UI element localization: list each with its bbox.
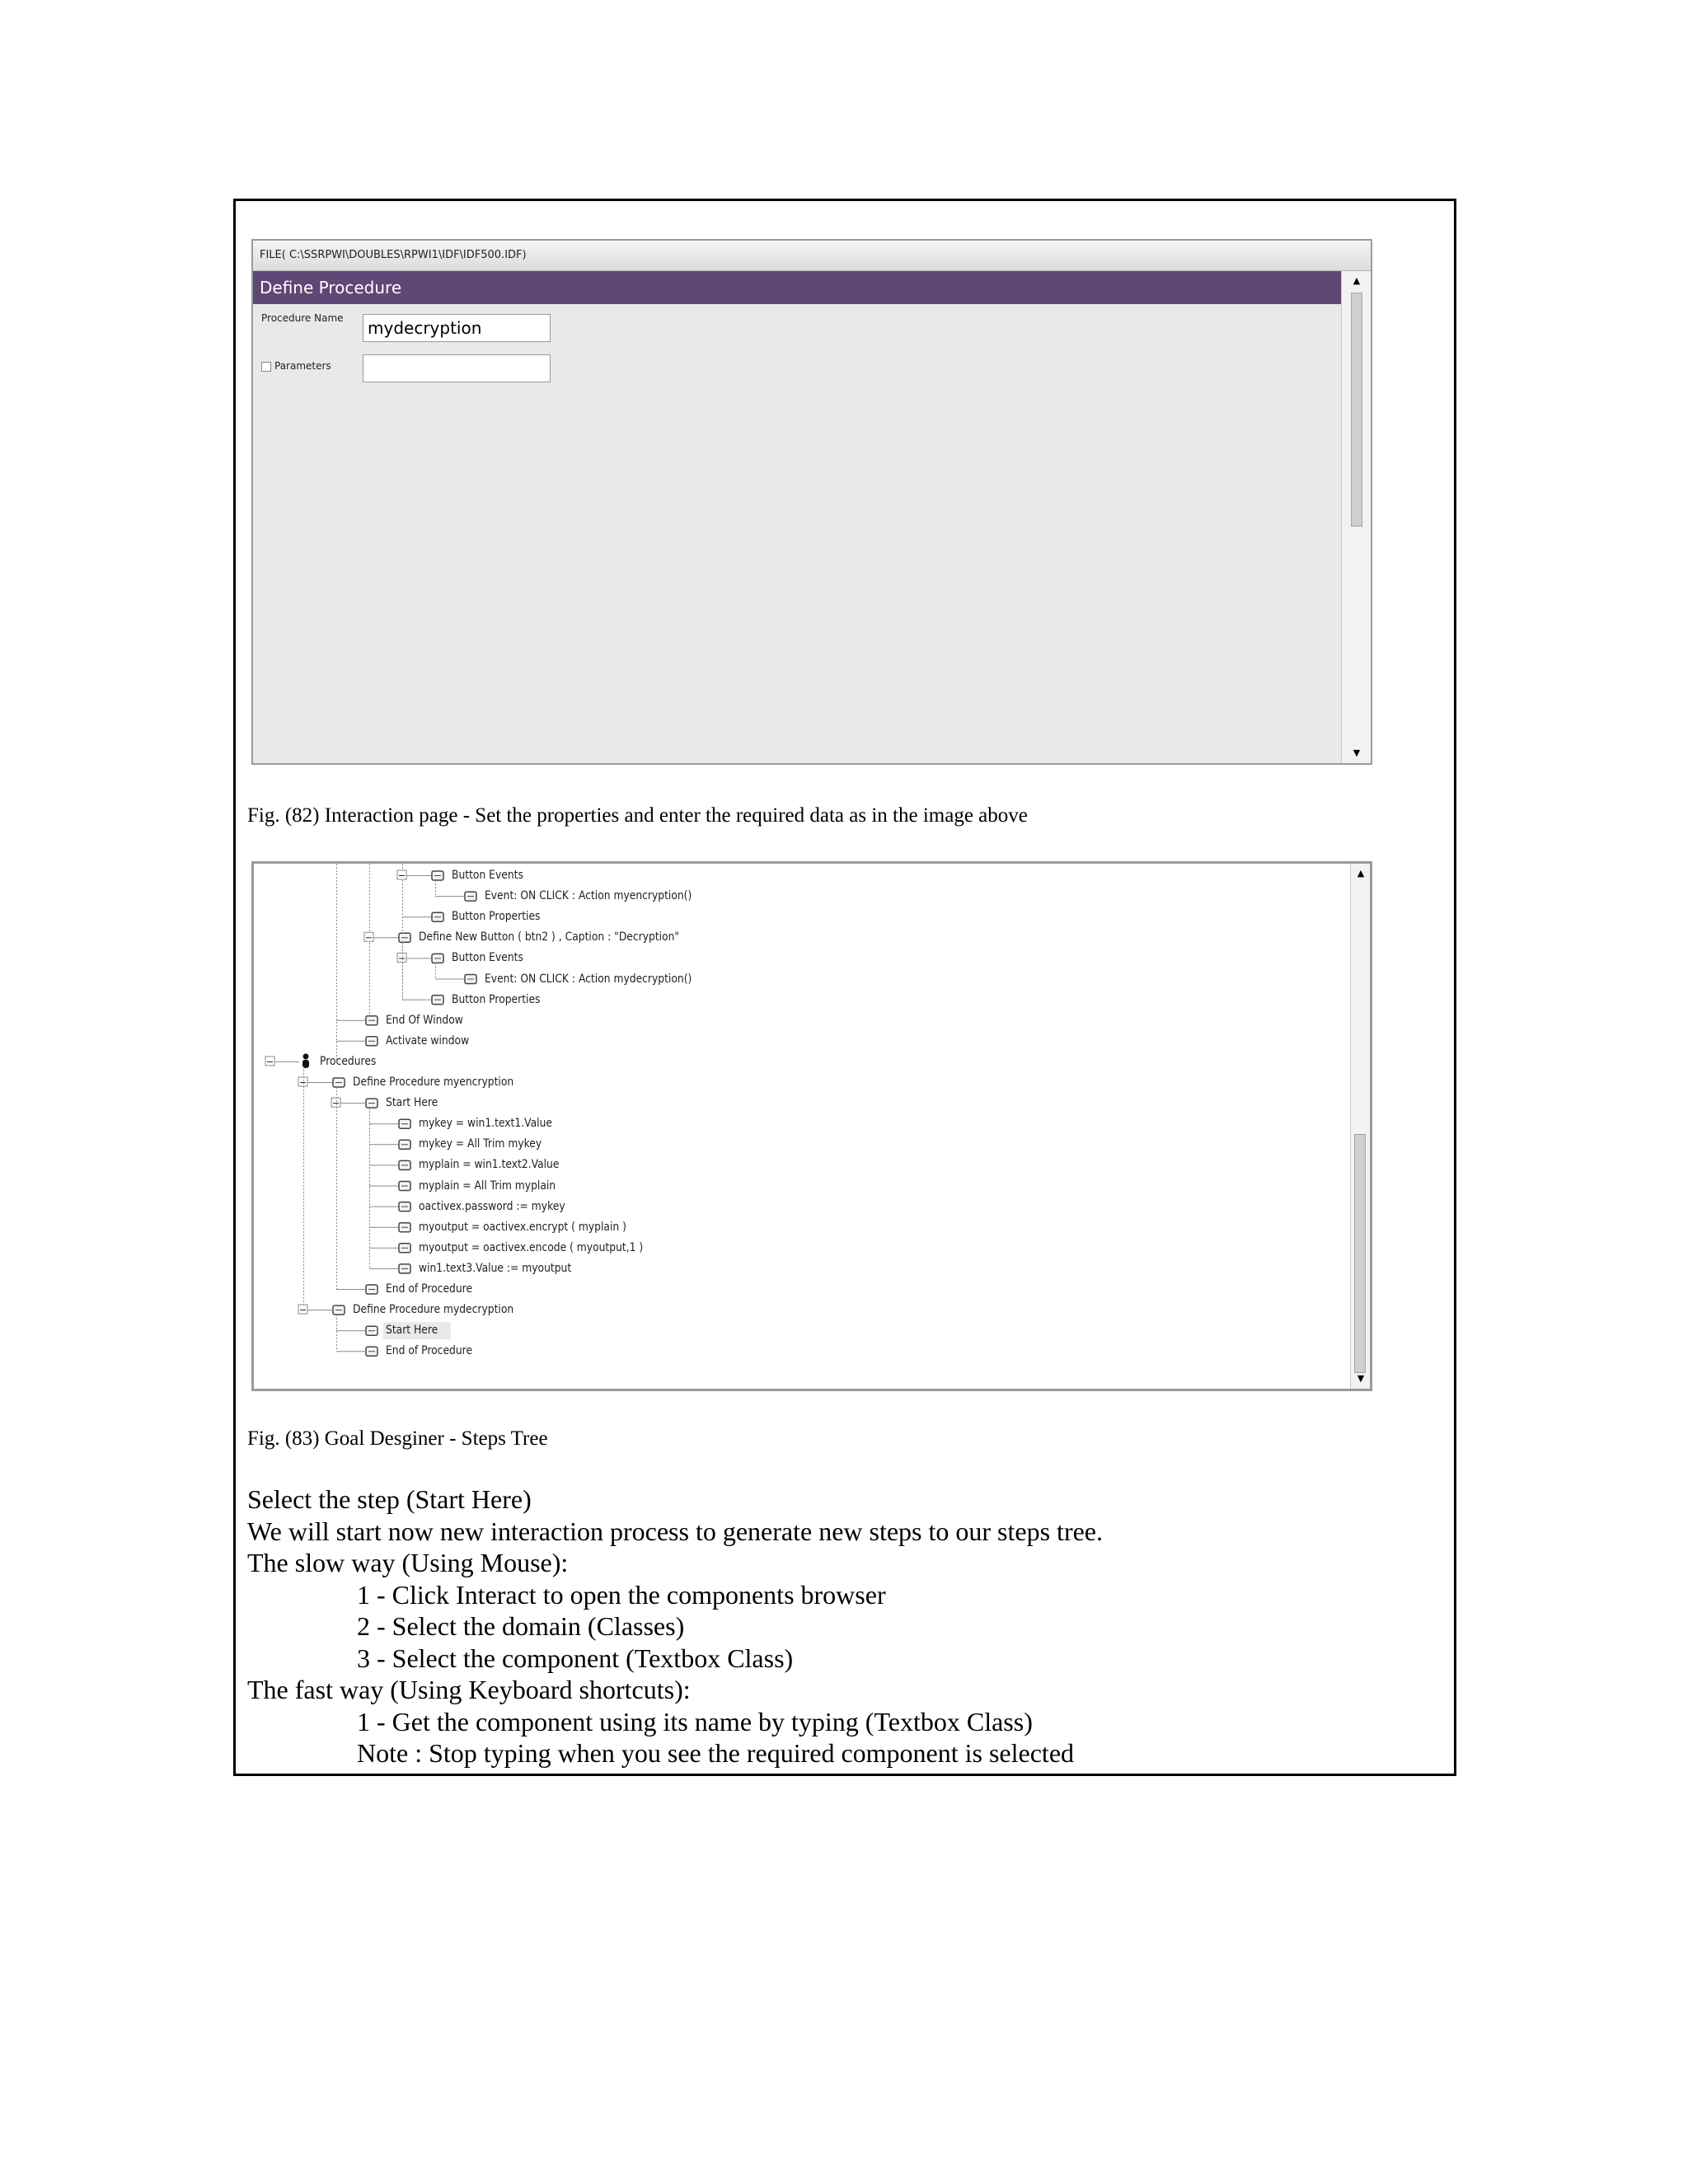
tree-scroll-down-arrow-icon[interactable]: ▼ bbox=[1357, 1373, 1365, 1384]
tree-step-label[interactable]: End of Procedure bbox=[386, 1344, 473, 1358]
form-area bbox=[253, 271, 1341, 763]
tree-step-label[interactable]: win1.text3.Value := myoutput bbox=[419, 1261, 572, 1275]
tree-step-label[interactable]: Define Procedure mydecryption bbox=[353, 1303, 514, 1317]
tree-step-label[interactable]: myoutput = oactivex.encrypt ( myplain ) bbox=[419, 1220, 626, 1234]
tree-collapse-toggle bbox=[265, 1057, 274, 1066]
scroll-thumb[interactable] bbox=[1351, 293, 1362, 527]
tree-step-label[interactable]: myplain = win1.text2.Value bbox=[419, 1158, 560, 1172]
tree-step-label[interactable]: Event: ON CLICK : Action mydecryption() bbox=[485, 972, 692, 986]
instruction-step: 2 - Select the domain (Classes) bbox=[357, 1611, 685, 1641]
person-icon-head bbox=[303, 1053, 309, 1059]
instruction-step: 3 - Select the component (Textbox Class) bbox=[357, 1643, 794, 1673]
instructions-text bbox=[247, 1483, 1103, 1769]
instruction-step: 1 - Click Interact to open the components browser bbox=[357, 1579, 886, 1610]
tree-scroll-up-arrow-icon[interactable]: ▲ bbox=[1357, 868, 1365, 879]
tree-group-label[interactable]: Procedures bbox=[320, 1054, 377, 1068]
form-header: Define Procedure bbox=[253, 271, 1341, 304]
scroll-up-arrow-icon[interactable]: ▲ bbox=[1353, 275, 1361, 286]
tree-collapse-toggle bbox=[397, 953, 406, 962]
file-path-bar: FILE( C:\SSRPWI\DOUBLES\RPWI1\IDF\IDF500.IDF) bbox=[253, 241, 1371, 271]
procedure-name-label: Procedure Name bbox=[261, 312, 344, 324]
parameters-input[interactable] bbox=[363, 354, 551, 382]
tree-step-label[interactable]: myplain = All Trim myplain bbox=[419, 1179, 556, 1193]
tree-step-label[interactable]: Start Here bbox=[386, 1096, 438, 1110]
tree-step-label[interactable]: Event: ON CLICK : Action myencryption() bbox=[485, 889, 692, 903]
steps-tree-screenshot bbox=[251, 861, 1372, 1391]
tree-step-label[interactable]: oactivex.password := mykey bbox=[419, 1199, 565, 1213]
tree-step-label[interactable]: myoutput = oactivex.encode ( myoutput,1 ) bbox=[419, 1240, 644, 1254]
form-scrollbar[interactable] bbox=[1341, 271, 1371, 763]
tree-collapse-toggle bbox=[397, 870, 406, 879]
tree-step-label[interactable]: End Of Window bbox=[386, 1013, 463, 1027]
tree-scrollbar[interactable] bbox=[1350, 864, 1370, 1389]
instruction-line: We will start now new interaction process to generate new steps to our steps tree. bbox=[247, 1516, 1103, 1546]
tree-step-label[interactable]: mykey = All Trim mykey bbox=[419, 1137, 542, 1151]
tree-step-label[interactable]: mykey = win1.text1.Value bbox=[419, 1117, 552, 1131]
tree-collapse-toggle bbox=[331, 1098, 340, 1107]
tree-step-label[interactable]: Define Procedure myencryption bbox=[353, 1076, 514, 1089]
figure-83-caption: Fig. (83) Goal Desginer - Steps Tree bbox=[247, 1427, 548, 1450]
tree-step-label[interactable]: Button Events bbox=[452, 951, 523, 965]
figure-82-caption: Fig. (82) Interaction page - Set the properties and enter the required data as in the image above bbox=[247, 804, 1028, 827]
tree-collapse-toggle bbox=[364, 932, 373, 941]
instruction-line: The slow way (Using Mouse): bbox=[247, 1548, 569, 1577]
parameters-row bbox=[261, 360, 331, 372]
tree-step-label[interactable]: Activate window bbox=[386, 1033, 470, 1047]
tree-step-label[interactable]: Define New Button ( btn2 ) , Caption : "Decryption" bbox=[419, 930, 680, 944]
tree-step-label[interactable]: Button Properties bbox=[452, 992, 541, 1006]
tree-step-label[interactable]: Start Here bbox=[386, 1324, 438, 1338]
tree-collapse-toggle bbox=[298, 1305, 307, 1314]
parameters-label: Parameters bbox=[274, 360, 331, 372]
parameters-checkbox[interactable] bbox=[261, 362, 271, 372]
procedure-name-input[interactable]: mydecryption bbox=[363, 314, 551, 342]
instruction-line: Select the step (Start Here) bbox=[247, 1484, 532, 1514]
tree-step-label[interactable]: Button Properties bbox=[452, 910, 541, 924]
tree-scroll-thumb[interactable] bbox=[1354, 1134, 1366, 1373]
instruction-step: 1 - Get the component using its name by typing (Textbox Class) bbox=[357, 1706, 1033, 1736]
tree-step-label[interactable]: Button Events bbox=[452, 869, 523, 882]
define-procedure-screenshot bbox=[251, 239, 1372, 765]
instruction-note: Note : Stop typing when you see the required component is selected bbox=[357, 1738, 1075, 1768]
tree-collapse-toggle bbox=[298, 1077, 307, 1086]
scroll-down-arrow-icon[interactable]: ▼ bbox=[1353, 748, 1361, 758]
tree-step-label[interactable]: End of Procedure bbox=[386, 1282, 473, 1296]
instruction-line: The fast way (Using Keyboard shortcuts): bbox=[247, 1675, 691, 1704]
